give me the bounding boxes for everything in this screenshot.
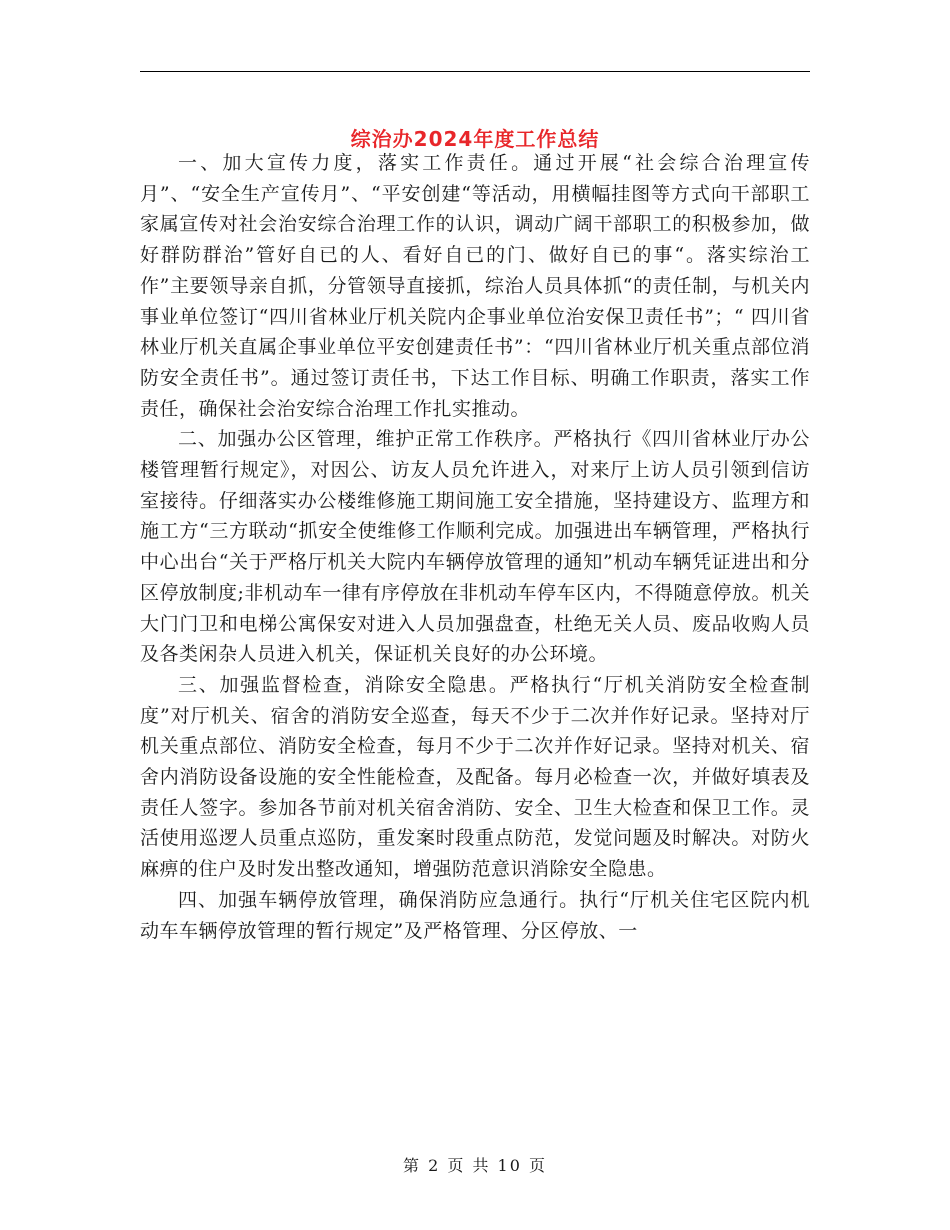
document-body [140,148,810,946]
paragraph-2: 二、加强办公区管理，维护正常工作秩序。严格执行《四川省林业厅办公楼管理暂行规定》，对因公、访友人员允许进入，对来厅上访人员引领到信访室接待。仔细落实办公楼维修施工期间施工安全措施，坚持建设方、监理方和施工方“三方联动“抓安全使维修工作顺利完成。加强进出车辆管理，严格执行中心出台“关于严格厅机关大院内车辆停放管理的通知”机动车辆凭证进出和分区停放制度;非机动车一律有序停放在非机动车停车区内，不得随意停放。机关大门门卫和电梯公寓保安对进入人员加强盘查，杜绝无关人员、废品收购人员及各类闲杂人员进入机关，保证机关良好的办公环境。 [140,428,810,666]
document-title: 综治办2024年度工作总结 [350,127,600,152]
paragraph-3: 三、加强监督检查，消除安全隐患。严格执行“厅机关消防安全检查制度”对厅机关、宿舍的消防安全巡查，每天不少于二次并作好记录。坚持对厅机关重点部位、消防安全检查，每月不少于二次并作好记录。坚持对机关、宿舍内消防设备设施的安全性能检查，及配备。每月必检查一次，并做好填表及责任人签字。参加各节前对机关宿舍消防、安全、卫生大检查和保卫工作。灵活使用巡逻人员重点巡防，重发案时段重点防范，发觉问题及时解决。对防火麻痹的住户及时发出整改通知，增强防范意识消除安全隐患。 [140,673,810,881]
page-number-footer: 第 2 页 共 10 页 [403,1156,547,1175]
paragraph-4: 四、加强车辆停放管理，确保消防应急通行。执行“厅机关住宅区院内机动车车辆停放管理的暂行规定”及严格管理、分区停放、一 [140,888,810,942]
header-rule [140,71,810,72]
paragraph-1: 一、加大宣传力度，落实工作责任。通过开展“社会综合治理宣传月”、“安全生产宣传月”、“平安创建“等活动，用横幅挂图等方式向干部职工家属宣传对社会治安综合治理工作的认识，调动广阔干部职工的积极参加，做好群防群治”管好自已的人、看好自已的门、做好自已的事“。落实综治工作”主要领导亲自抓，分管领导直接抓，综治人员具体抓“的责任制，与机关内事业单位签订“四川省林业厅机关院内企事业单位治安保卫责任书”；“ 四川省林业厅机关直属企事业单位平安创建责任书”：“四川省林业厅机关重点部位消防安全责任书”。通过签订责任书，下达工作目标、明确工作职责，落实工作责任，确保社会治安综合治理工作扎实推动。 [140,152,810,420]
